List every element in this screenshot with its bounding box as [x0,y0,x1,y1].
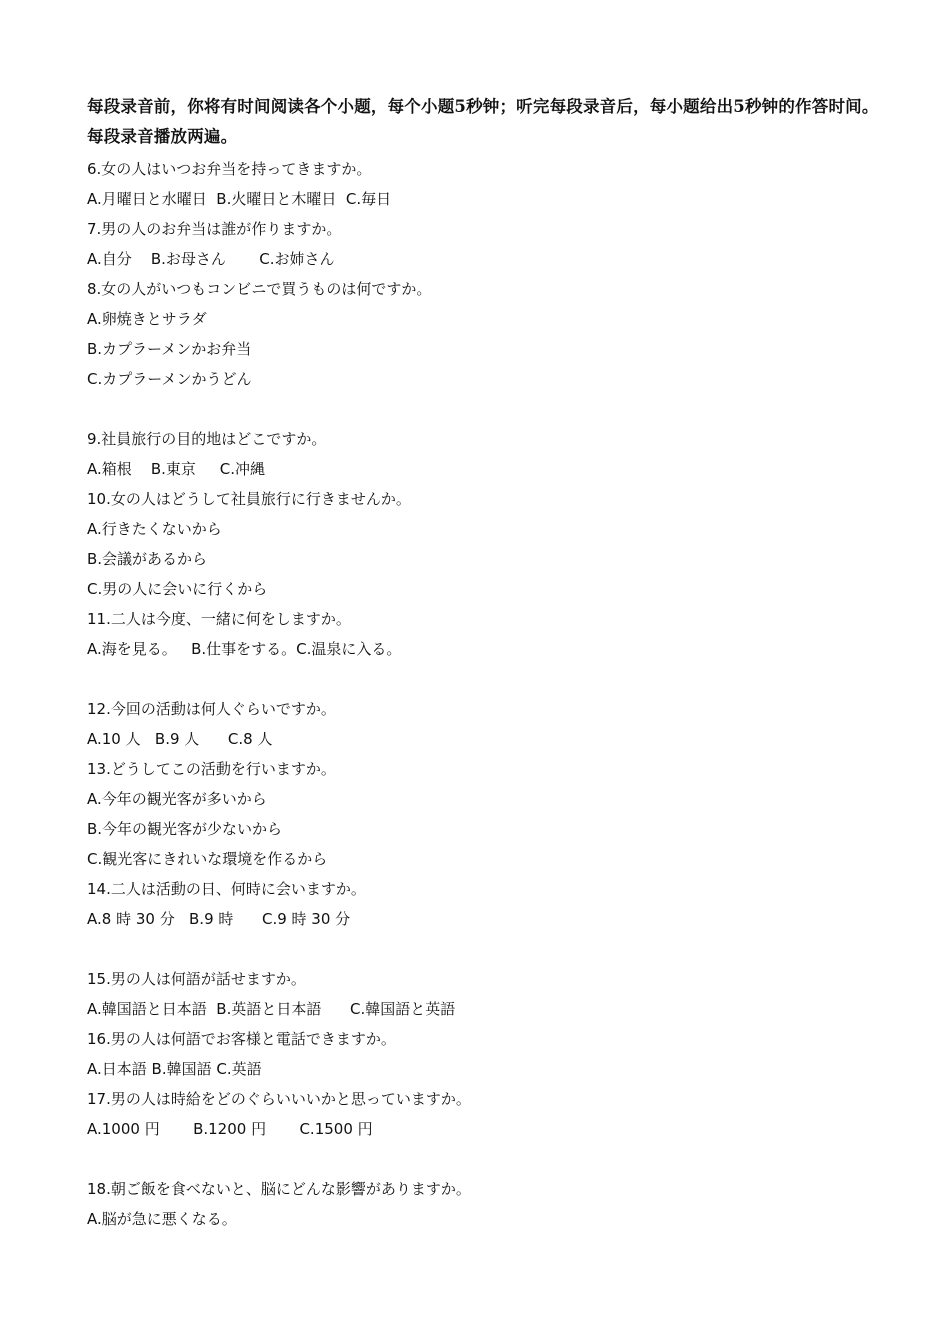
question-text: 7.男の人のお弁当は誰が作りますか。 [87,220,342,238]
answer-options: A.韓国語と日本語 B.英語と日本語 C.韓国語と英語 [87,1000,456,1018]
document-page [87,92,887,1234]
section-instructions: 每段录音前，你将有时间阅读各个小题，每个小题5秒钟；听完每段录音后，每小题给出5秒钟的作答时间。每段录音播放两遍。 [87,97,879,146]
question-text: 18.朝ご飯を食べないと、脳にどんな影響がありますか。 [87,1180,471,1198]
question-text: 11.二人は今度、一緒に何をしますか。 [87,610,351,628]
answer-options: A.月曜日と水曜日 B.火曜日と木曜日 C.毎日 [87,190,392,208]
question-text: 15.男の人は何語が話せますか。 [87,970,306,988]
blank-spacer [87,664,887,694]
answer-options: A.行きたくないから [87,520,222,538]
question-text: 16.男の人は何語でお客様と電話できますか。 [87,1030,396,1048]
answer-options: A.自分 B.お母さん C.お姉さん [87,250,335,268]
answer-options: C.カプラーメンかうどん [87,370,252,388]
answer-options: A.卵焼きとサラダ [87,310,207,328]
question-text: 9.社員旅行の目的地はどこですか。 [87,430,327,448]
question-list [87,154,887,1234]
answer-options: C.男の人に会いに行くから [87,580,268,598]
question-text: 10.女の人はどうして社員旅行に行きませんか。 [87,490,411,508]
blank-spacer [87,1144,887,1174]
question-text: 13.どうしてこの活動を行いますか。 [87,760,336,778]
answer-options: A.日本語 B.韓国語 C.英語 [87,1060,262,1078]
answer-options: A.今年の観光客が多いから [87,790,267,808]
answer-options: A.海を見る。 B.仕事をする。C.温泉に入る。 [87,640,402,658]
question-text: 8.女の人がいつもコンビニで買うものは何ですか。 [87,280,432,298]
answer-options: B.カプラーメンかお弁当 [87,340,252,358]
answer-options: A.脳が急に悪くなる。 [87,1210,237,1228]
question-text: 14.二人は活動の日、何時に会いますか。 [87,880,366,898]
answer-options: A.箱根 B.東京 C.冲縄 [87,460,265,478]
question-text: 17.男の人は時給をどのぐらいいいかと思っていますか。 [87,1090,471,1108]
answer-options: B.今年の観光客が少ないから [87,820,283,838]
answer-options: B.会議があるから [87,550,208,568]
answer-options: A.8 時 30 分 B.9 時 C.9 時 30 分 [87,910,351,928]
blank-spacer [87,934,887,964]
blank-spacer [87,394,887,424]
answer-options: A.1000 円 B.1200 円 C.1500 円 [87,1120,373,1138]
question-text: 12.今回の活動は何人ぐらいですか。 [87,700,336,718]
answer-options: C.観光客にきれいな環境を作るから [87,850,328,868]
answer-options: A.10 人 B.9 人 C.8 人 [87,730,273,748]
question-text: 6.女の人はいつお弁当を持ってきますか。 [87,160,372,178]
